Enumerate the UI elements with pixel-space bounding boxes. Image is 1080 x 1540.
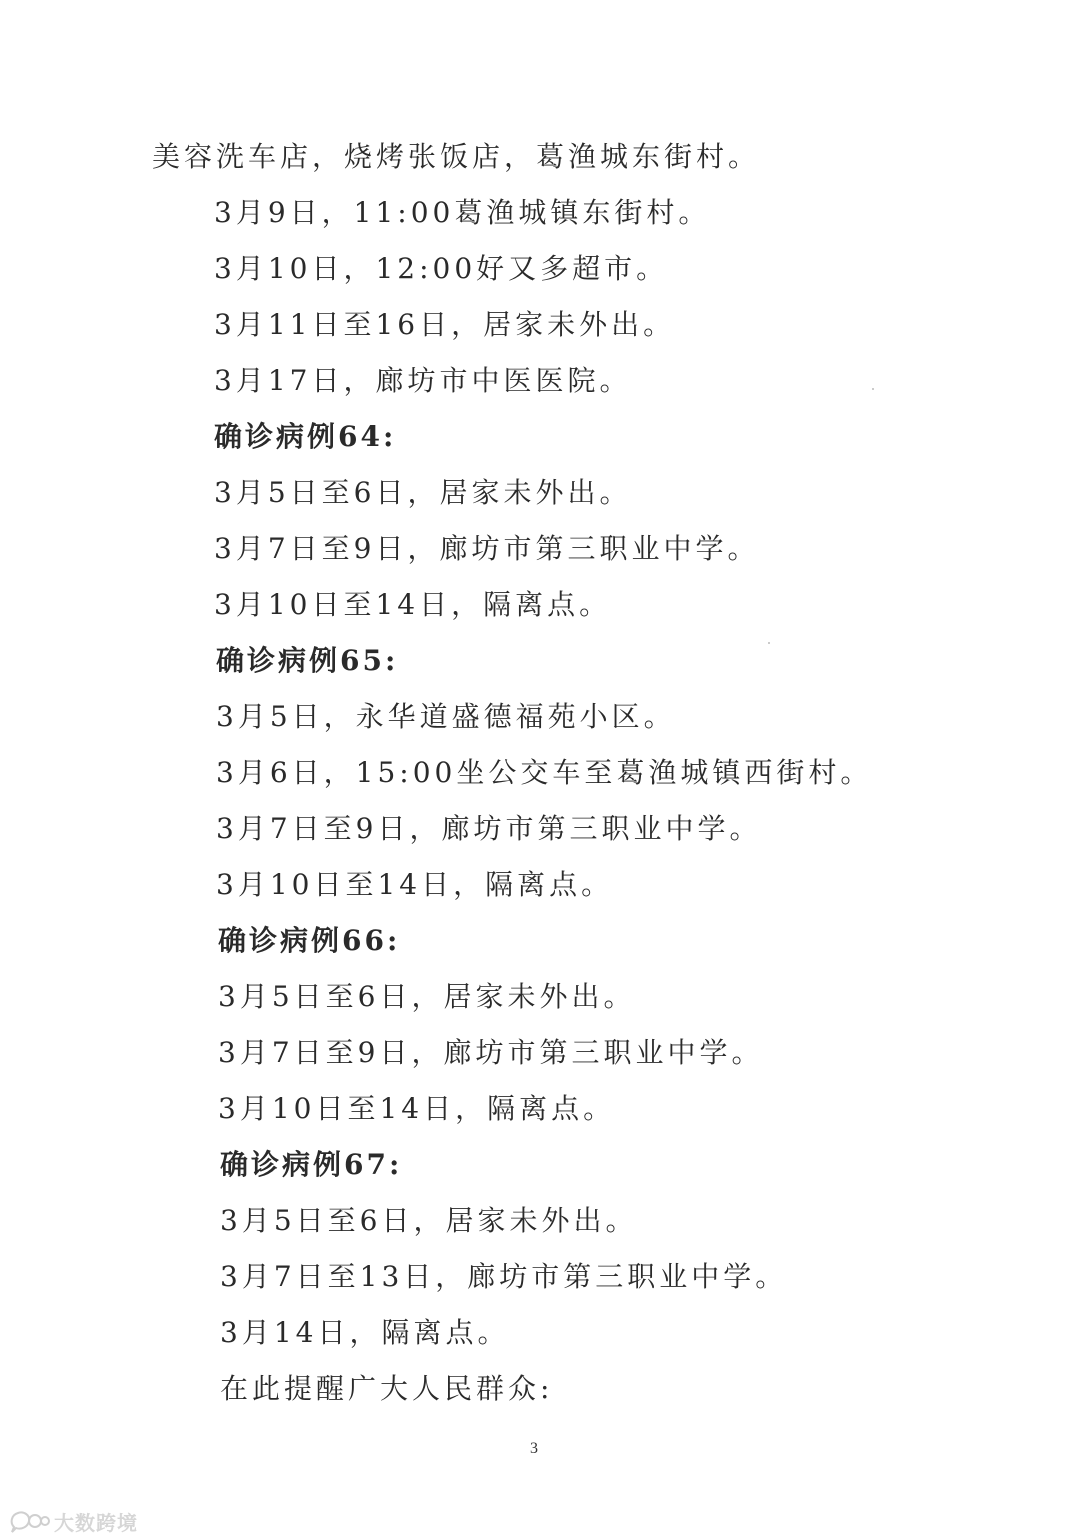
body-line: 3月5日，永华道盛德福苑小区。 [216,700,676,733]
chat-bubble-logo-icon [8,1507,50,1535]
body-line: 在此提醒广大人民群众: [220,1372,554,1405]
body-line: 3月9日，11:00葛渔城镇东街村。 [214,196,711,229]
body-line: 3月5日至6日，居家未外出。 [220,1204,638,1237]
case-heading: 确诊病例65: [216,644,399,677]
scan-speck [768,642,770,644]
body-line: 3月7日至13日，廊坊市第三职业中学。 [220,1260,788,1293]
body-line: 3月10日至14日，隔离点。 [214,588,612,621]
body-line: 3月5日至6日，居家未外出。 [214,476,632,509]
watermark-text: 大数跨境 [54,1510,138,1535]
body-line: 3月6日，15:00坐公交车至葛渔城镇西街村。 [216,756,873,789]
scan-speck [872,388,874,390]
body-line: 3月17日，廊坊市中医医院。 [214,364,632,397]
body-line: 3月10日至14日，隔离点。 [218,1092,616,1125]
watermark [8,1506,138,1536]
case-heading: 确诊病例67: [220,1148,403,1181]
body-line: 3月7日至9日，廊坊市第三职业中学。 [216,812,762,845]
body-line: 3月5日至6日，居家未外出。 [218,980,636,1013]
body-line: 3月10日，12:00好又多超市。 [214,252,669,285]
body-line: 美容洗车店，烧烤张饭店，葛渔城东街村。 [152,140,761,173]
case-heading: 确诊病例66: [218,924,401,957]
body-line: 3月14日，隔离点。 [220,1316,510,1349]
body-line: 3月7日至9日，廊坊市第三职业中学。 [218,1036,764,1069]
page-number: 3 [530,1440,538,1457]
body-line: 3月7日至9日，廊坊市第三职业中学。 [214,532,760,565]
body-line: 3月11日至16日，居家未外出。 [214,308,676,341]
body-line: 3月10日至14日，隔离点。 [216,868,614,901]
case-heading: 确诊病例64: [214,420,397,453]
